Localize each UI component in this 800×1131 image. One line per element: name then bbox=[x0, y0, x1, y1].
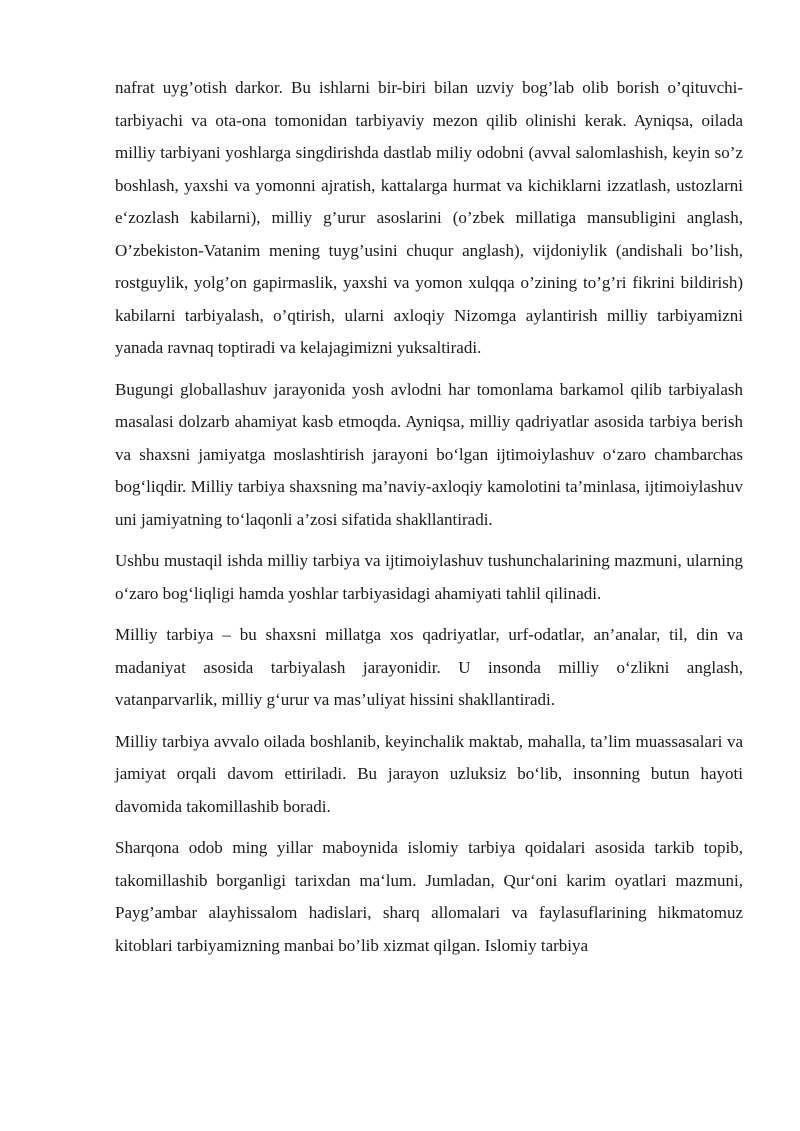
paragraph-3: Ushbu mustaqil ishda milliy tarbiya va ijtimoiylashuv tushunchalarining mazmuni, ularning o‘zaro bog‘liqligi hamda yoshlar tarbiyasidagi ahamiyati tahlil qilinadi. bbox=[115, 551, 743, 603]
paragraph-1: nafrat uyg’otish darkor. Bu ishlarni bir-biri bilan uzviy bog’lab olib borish o’qituvchi-tarbiyachi va ota-ona tomonidan tarbiyaviy mezon qilib olinishi kerak. Ayniqsa, oilada milliy tarbiyani yoshlarga singdirishda dastlab miliy odobni (avval salomlashish, keyin so’z boshlash, yaxshi va yomonni ajratish, kattalarga hurmat va kichiklarni izzatlash, ustozlarni e‘zozlash kabilarni), milliy g’urur asoslarini (o’zbek millatiga mansubligini anglash, O’zbekiston-Vatanim mening tuyg’usini chuqur anglash), vijdoniylik (andishali bo’lish, rostguylik, yolg’on gapirmaslik, yaxshi va yomon xulqqa o’zining to’g’ri fikrini bildirish) kabilarni tarbiyalash, o’qtirish, ularni axloqiy Nizomga aylantirish milliy tarbiyamizni yanada ravnaq toptiradi va kelajagimizni yuksaltiradi. bbox=[115, 78, 743, 357]
paragraph-5: Milliy tarbiya avvalo oilada boshlanib, keyinchalik maktab, mahalla, ta’lim muassasalari va jamiyat orqali davom ettiriladi. Bu jarayon uzluksiz bo‘lib, insonning butun hayoti davomida takomillashib boradi. bbox=[115, 731, 743, 816]
paragraph-2: Bugungi globallashuv jarayonida yosh avlodni har tomonlama barkamol qilib tarbiyalash masalasi dolzarb ahamiyat kasb etmoqda. Ayniqsa, milliy qadriyatlar asosida tarbiya berish va shaxsni jamiyatga moslashtirish jarayoni bo‘lgan ijtimoiylashuv o‘zaro chambarchas bog‘liqdir. Milliy tarbiya shaxsning ma’naviy-axloqiy kamolotini ta’minlasa, ijtimoiylashuv uni jamiyatning to‘laqonli a’zosi sifatida shakllantiradi. bbox=[115, 379, 743, 529]
paragraph-4: Milliy tarbiya – bu shaxsni millatga xos qadriyatlar, urf-odatlar, an’analar, til, din va madaniyat asosida tarbiyalash jarayonidir. U insonda milliy o‘zlikni anglash, vatanparvarlik, milliy g‘urur va mas’uliyat hissini shakllantiradi. bbox=[115, 625, 743, 709]
paragraph-6: Sharqona odob ming yillar maboynida islomiy tarbiya qoidalari asosida tarkib topib, takomillashib borganligi tarixdan ma‘lum. Jumladan, Qur‘oni karim oyatlari mazmuni, Payg’ambar alayhissalom hadislari, sharq allomalari va faylasuflarining hikmatomuz kitoblari tarbiyamizning manbai bo’lib xizmat qilgan. Islomiy tarbiya bbox=[115, 838, 743, 955]
document-body bbox=[115, 72, 743, 971]
